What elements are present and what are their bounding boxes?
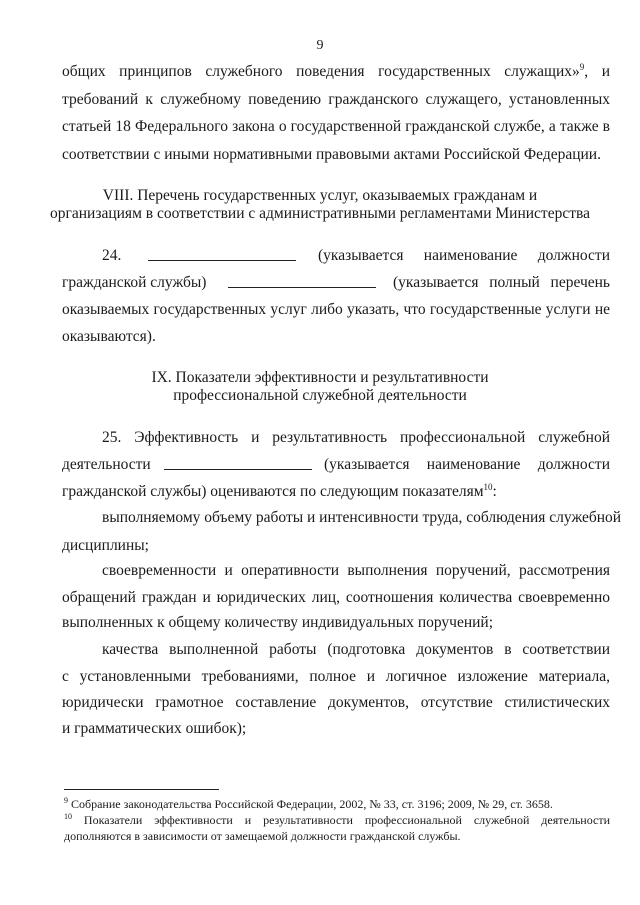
list-item: дисциплины;	[62, 537, 149, 554]
text-run: (указывается полный перечень	[393, 274, 610, 291]
paragraph-line: соответствии с иными нормативными правовыми актами Российской Федерации.	[62, 146, 601, 163]
list-item: выполняемому объему работы и интенсивности труда, соблюдения служебной	[102, 509, 622, 526]
text-run: общих принципов служебного поведения государственных служащих»	[62, 63, 580, 80]
blank-field	[164, 455, 312, 470]
list-item: качества выполненной работы (подготовка документов в соответствии	[102, 641, 610, 658]
text-run: :	[492, 483, 497, 500]
text-run: гражданской службы) оцениваются по следующим показателям	[62, 483, 484, 500]
text-run: деятельности	[62, 456, 151, 473]
text-run: , и	[584, 63, 611, 80]
paragraph-line	[62, 482, 610, 501]
footnote-separator	[64, 789, 219, 790]
footnote	[64, 813, 610, 828]
paragraph-line: требований к служебному поведению гражданского служащего, установленных	[62, 91, 610, 108]
text-run: (указывается наименование должности	[318, 247, 610, 264]
paragraph-line	[62, 455, 610, 474]
paragraph-line: статьей 18 Федерального закона о государственной гражданской службе, а также в	[62, 118, 610, 135]
paragraph-line: оказываемых государственных услуг либо указать, что государственные услуги не	[62, 301, 610, 318]
footnote	[64, 797, 610, 812]
text-run: гражданской службы)	[62, 274, 207, 291]
list-item: выполненных к общему количеству индивидуальных поручений;	[62, 614, 494, 631]
list-item: юридически грамотное составление документов, отсутствие стилистических	[62, 694, 610, 711]
footnote-text: Показатели эффективности и результативности профессиональной служебной деятельности	[83, 813, 611, 827]
footnote-ref: 10	[483, 482, 493, 492]
section-heading: организациям в соответствии с административными регламентами Министерства	[50, 205, 590, 222]
list-item: и грамматических ошибок);	[62, 720, 247, 737]
footnote-number: 10	[64, 812, 72, 821]
section-heading: VIII. Перечень государственных услуг, оказываемых гражданам и	[102, 187, 538, 204]
section-heading: IX. Показатели эффективности и результативности	[151, 369, 489, 386]
section-heading: профессиональной служебной деятельности	[173, 387, 467, 404]
blank-field	[148, 246, 296, 261]
list-item: своевременности и оперативности выполнения поручений, рассмотрения	[102, 562, 610, 579]
paragraph-line	[102, 246, 610, 265]
footnote-number: 9	[64, 796, 68, 805]
paragraph-line	[62, 273, 610, 292]
footnote: дополняются в зависимости от замещаемой должности гражданской службы.	[64, 829, 461, 843]
paragraph-line: 25. Эффективность и результативность профессиональной служебной	[102, 429, 610, 446]
page-number: 9	[316, 38, 324, 53]
paragraph-line: оказываются).	[62, 328, 156, 345]
blank-field	[228, 273, 376, 288]
list-item: с установленными требованиями, полное и логичное изложение материала,	[62, 668, 610, 685]
list-item: обращений граждан и юридических лиц, соотношения количества своевременно	[62, 589, 610, 606]
item-number: 24.	[102, 247, 122, 264]
footnote-ref: 9	[579, 62, 585, 72]
footnote-text: Собрание законодательства Российской Федерации, 2002, № 33, ст. 3196; 2009, № 29, ст. 3658.	[71, 797, 553, 811]
paragraph-line	[62, 62, 610, 81]
text-run: (указывается наименование должности	[324, 456, 610, 473]
